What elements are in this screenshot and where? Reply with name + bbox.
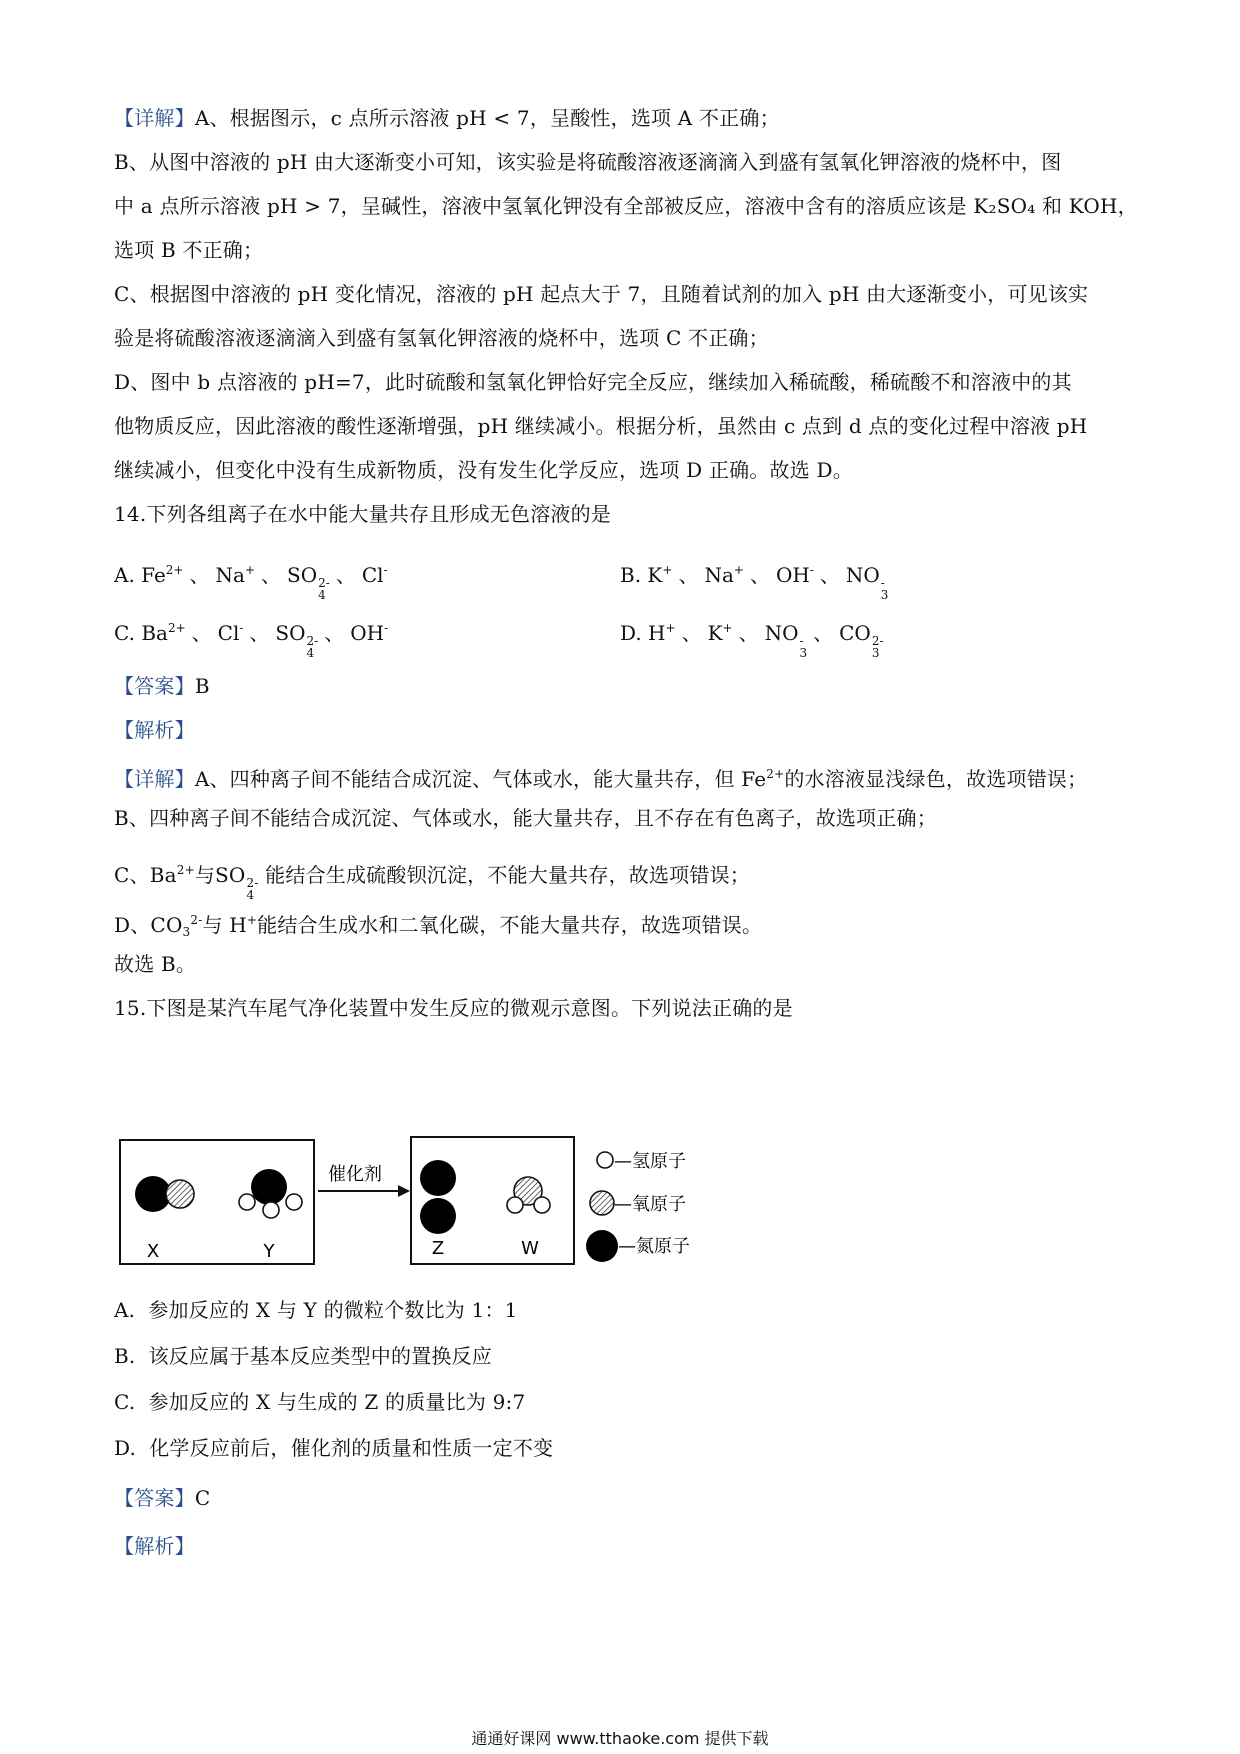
- q14-detail-d: D、$CO_3^{2-}$与 H+能结合生成水和二氧化碳，不能大量共存，故选项错误。: [114, 913, 763, 939]
- ion: SO 2- 4: [275, 621, 319, 660]
- detail-line-8: 他物质反应，因此溶液的酸性逐渐增强，pH 继续减小。根据分析，虽然由 c 点到 d 点的变化过程中溶液 pH: [114, 414, 1088, 438]
- ion: NO - 3: [845, 563, 889, 602]
- q15-answer: 【答案】C: [114, 1486, 211, 1510]
- detail-line-3: 中 a 点所示溶液 pH > 7，呈碱性，溶液中氢氧化钾没有全部被反应，溶液中含有的溶质应该是 K₂SO₄ 和 KOH，: [114, 194, 1138, 218]
- q14-option-a: A. $Fe^{2+}$ 、 Na+ 、 SO 2- 4 、 Cl-: [114, 556, 392, 601]
- detail-line-2: B、从图中溶液的 pH 由大逐渐变小可知，该实验是将硫酸溶液逐滴滴入到盛有氢氧化钾溶液的烧杯中，图: [114, 150, 1062, 174]
- detail-line-5: C、根据图中溶液的 pH 变化情况，溶液的 pH 起点大于 7，且随着试剂的加入 pH 由大逐渐变小，可见该实: [114, 282, 1089, 306]
- molecule-x: [135, 1176, 194, 1212]
- q15-analysis-tag: 【解析】: [114, 1534, 195, 1558]
- page-footer: 通通好课网 www.tthaoke.com 提供下载: [471, 1729, 769, 1748]
- molecule-w: [507, 1177, 550, 1213]
- legend-nitrogen: —氮原子: [618, 1236, 690, 1257]
- label-y: Y: [263, 1241, 275, 1262]
- q14-option-c: C. $Ba^{2+}$ 、 Cl- 、 SO 2- 4 、 OH-: [114, 614, 392, 659]
- label-z: Z: [431, 1238, 445, 1259]
- q15-option-c: C. 参加反应的 X 与生成的 Z 的质量比为 9:7: [114, 1390, 526, 1414]
- ion: Cl-: [361, 563, 388, 587]
- q14-detail-c: C、$Ba^{2+}$与SO 2- 4 能结合生成硫酸钡沉淀，不能大量共存，故选项错误；: [114, 863, 750, 902]
- q14-conclusion: 故选 B。: [114, 952, 197, 976]
- ion: Na+: [704, 563, 744, 587]
- q14-analysis-tag: 【解析】: [114, 718, 195, 742]
- q14-detail-b: B、四种离子间不能结合成沉淀、气体或水，能大量共存，且不存在有色离子，故选项正确；: [114, 806, 937, 830]
- detail-line-9: 继续减小，但变化中没有生成新物质，没有发生化学反应，选项 D 正确。故选 D。: [114, 458, 853, 482]
- oxygen-atom-icon: [590, 1191, 614, 1215]
- reaction-micro-diagram: [118, 1132, 718, 1274]
- question-14-stem: 14.下列各组离子在水中能大量共存且形成无色溶液的是: [114, 502, 612, 526]
- ion: OH-: [775, 563, 814, 587]
- ion: K+: [647, 563, 673, 587]
- label-w: W: [521, 1238, 539, 1259]
- q15-option-b: B. 该反应属于基本反应类型中的置换反应: [114, 1344, 492, 1368]
- molecule-y: [239, 1169, 302, 1218]
- catalyst-label: 催化剂: [328, 1164, 382, 1185]
- ion: Cl-: [217, 621, 244, 645]
- ion: SO 2- 4: [287, 563, 330, 602]
- detail-line-1: 【详解】A、根据图示，c 点所示溶液 pH < 7，呈酸性，选项 A 不正确；: [114, 106, 780, 130]
- q14-detail-a: 【详解】A、四种离子间不能结合成沉淀、气体或水，能大量共存，但 $Fe^{2+}$的水溶液显浅绿色，故选项错误；: [114, 767, 1088, 791]
- detail-line-4: 选项 B 不正确；: [114, 238, 264, 262]
- detail-line-7: D、图中 b 点溶液的 pH=7，此时硫酸和氢氧化钾恰好完全反应，继续加入稀硫酸，稀硫酸不和溶液中的其: [114, 370, 1072, 394]
- q15-option-d: D. 化学反应前后，催化剂的质量和性质一定不变: [114, 1436, 554, 1460]
- q14-answer: 【答案】B: [114, 674, 210, 698]
- question-15-stem: 15.下图是某汽车尾气净化装置中发生反应的微观示意图。下列说法正确的是: [114, 996, 793, 1020]
- detail-tag: 【详解】: [114, 106, 195, 130]
- ion: OH-: [350, 621, 389, 645]
- ion: NO - 3: [764, 621, 808, 660]
- ion: $Ba^{2+}$: [141, 621, 186, 645]
- ion: H+: [648, 621, 676, 645]
- ion: K+: [707, 621, 733, 645]
- label-x: X: [146, 1241, 160, 1262]
- q14-option-b: B. K+ 、 Na+ 、 OH- 、 NO - 3: [620, 556, 892, 601]
- q14-option-d: D. H+ 、 K+ 、 NO - 3 、 CO 2- 3: [620, 614, 888, 659]
- q15-option-a: A. 参加反应的 X 与 Y 的微粒个数比为 1：1: [114, 1298, 518, 1322]
- arrow-head-icon: [398, 1185, 410, 1197]
- ion: CO 2- 3: [839, 621, 884, 660]
- nitrogen-atom-icon: [586, 1230, 618, 1262]
- ion: $Fe^{2+}$: [141, 563, 184, 587]
- legend: [586, 1151, 690, 1262]
- detail-line-6: 验是将硫酸溶液逐滴滴入到盛有氢氧化钾溶液的烧杯中，选项 C 不正确；: [114, 326, 769, 350]
- ion: Na+: [215, 563, 255, 587]
- legend-hydrogen: —氢原子: [614, 1151, 686, 1172]
- molecule-z: [420, 1160, 456, 1234]
- hydrogen-atom-icon: [597, 1152, 613, 1168]
- legend-oxygen: —氧原子: [614, 1194, 686, 1215]
